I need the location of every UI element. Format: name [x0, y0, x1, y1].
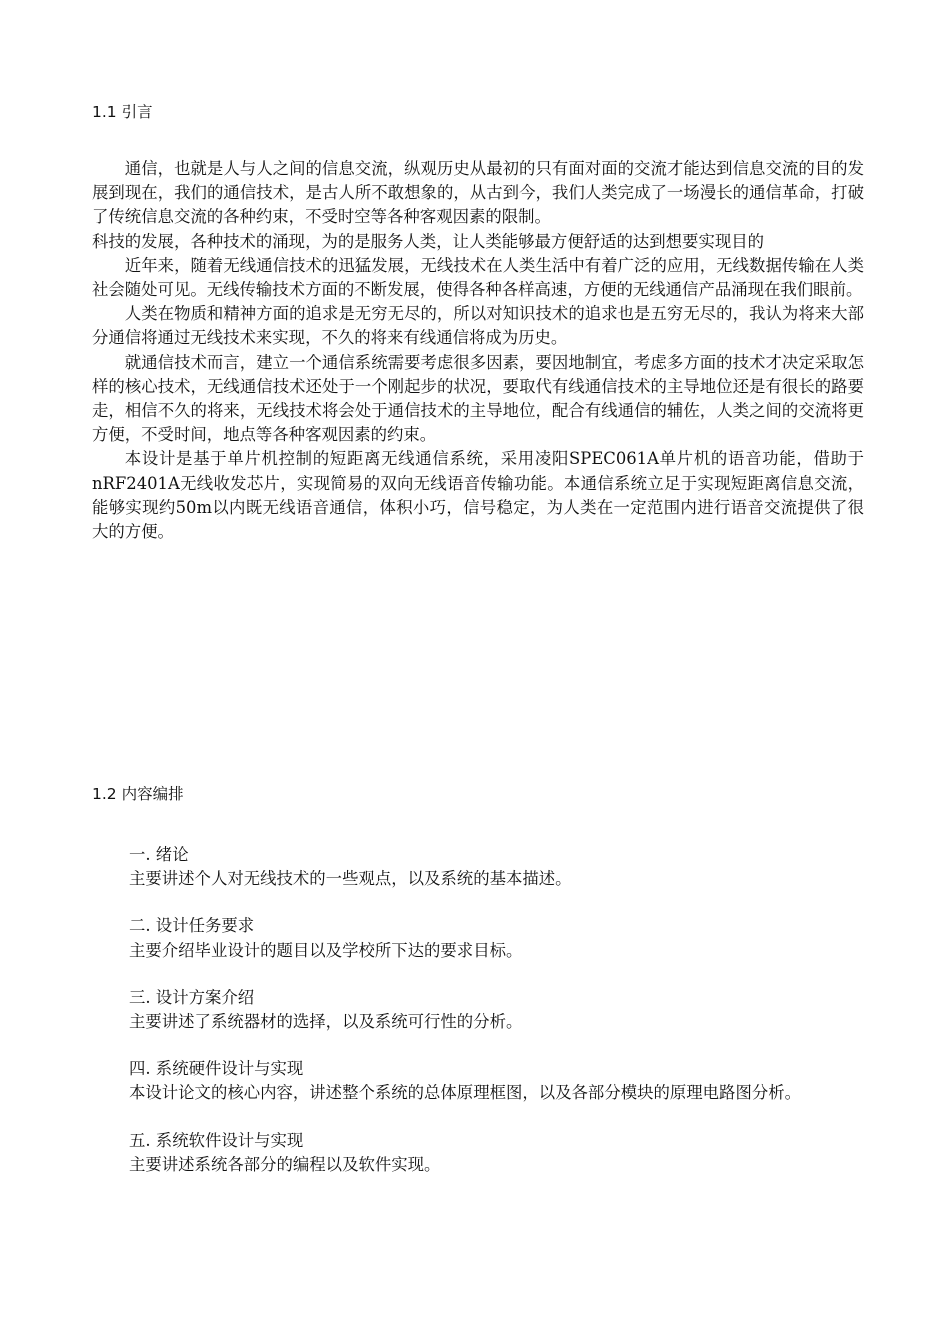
- chapter-title: 三. 设计方案介绍: [129, 987, 255, 1007]
- intro-paragraph: 本设计是基于单片机控制的短距离无线通信系统，采用凌阳SPEC061A单片机的语音功能，借助于nRF2401A无线收发芯片，实现简易的双向无线语音传输功能。本通信系统立足于实现短距离信息交流，能够实现约50m以内既无线语音通信，体积小巧，信号稳定，为人类在一定范围内进行语音交流提供了很大的方便。: [92, 449, 864, 542]
- intro-paragraph: 就通信技术而言，建立一个通信系统需要考虑很多因素，要因地制宜，考虑多方面的技术才决定采取怎样的核心技术，无线通信技术还处于一个刚起步的状况，要取代有线通信技术的主导地位还是有很长的路要走，相信不久的将来，无线技术将会处于通信技术的主导地位，配合有线通信的辅佐，人类之间的交流将更方便，不受时间，地点等各种客观因素的约束。: [92, 352, 864, 445]
- section-heading-content-arrangement: 1.2 内容编排: [92, 785, 184, 803]
- chapter-title: 五. 系统软件设计与实现: [129, 1130, 304, 1150]
- chapter-description: 主要介绍毕业设计的题目以及学校所下达的要求目标。: [129, 940, 523, 960]
- section-heading-introduction: 1.1 引言: [92, 103, 153, 121]
- chapter-item: [129, 1057, 865, 1105]
- chapter-title: 一. 绪论: [129, 845, 189, 864]
- intro-paragraph: 科技的发展，各种技术的涌现，为的是服务人类，让人类能够最方便舒适的达到想要实现目的: [92, 231, 765, 251]
- content-arrangement-list: [129, 843, 865, 1200]
- intro-paragraph: 人类在物质和精神方面的追求是无穷无尽的，所以对知识技术的追求也是五穷无尽的，我认为将来大部分通信将通过无线技术来实现，不久的将来有线通信将成为历史。: [92, 304, 864, 348]
- chapter-title: 四. 系统硬件设计与实现: [129, 1059, 304, 1079]
- chapter-item: [129, 843, 865, 891]
- chapter-item: [129, 914, 865, 962]
- introduction-body: [92, 157, 864, 544]
- chapter-description: 本设计论文的核心内容，讲述整个系统的总体原理框图，以及各部分模块的原理电路图分析。: [129, 1083, 802, 1103]
- chapter-description: 主要讲述个人对无线技术的一些观点，以及系统的基本描述。: [129, 869, 572, 889]
- chapter-item: [129, 986, 865, 1034]
- chapter-description: 主要讲述系统各部分的编程以及软件实现。: [129, 1154, 441, 1174]
- chapter-title: 二. 设计任务要求: [129, 916, 255, 936]
- intro-paragraph: 近年来，随着无线通信技术的迅猛发展，无线技术在人类生活中有着广泛的应用，无线数据传输在人类社会随处可见。无线传输技术方面的不断发展，使得各种各样高速，方便的无线通信产品涌现在我们眼前。: [92, 255, 864, 300]
- chapter-description: 主要讲述了系统器材的选择，以及系统可行性的分析。: [129, 1012, 523, 1032]
- intro-paragraph: 通信，也就是人与人之间的信息交流，纵观历史从最初的只有面对面的交流才能达到信息交流的目的发展到现在，我们的通信技术，是古人所不敢想象的，从古到今，我们人类完成了一场漫长的通信革命，打破了传统信息交流的各种约束，不受时空等各种客观因素的限制。: [92, 159, 864, 227]
- chapter-item: [129, 1129, 865, 1177]
